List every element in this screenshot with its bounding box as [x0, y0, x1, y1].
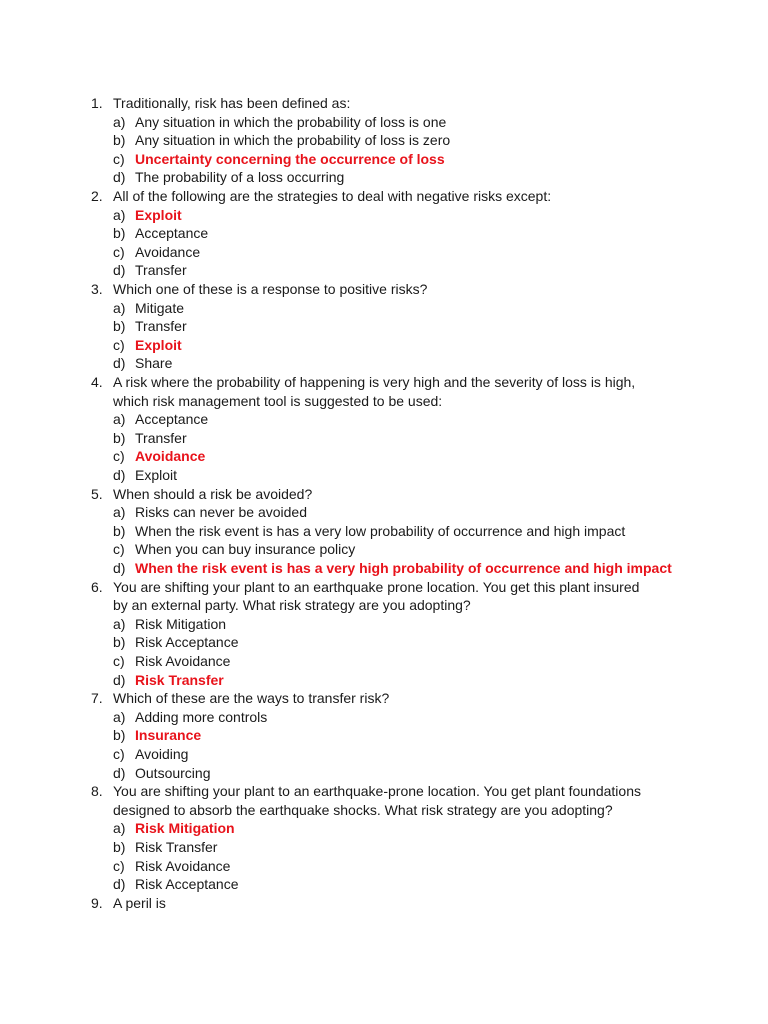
answer-option	[0, 429, 768, 448]
option-text: Exploit	[135, 206, 182, 223]
option-text: Any situation in which the probability of loss is zero	[135, 132, 451, 149]
option-text: Share	[135, 355, 173, 372]
option-letter: d)	[113, 764, 126, 781]
option-text: When the risk event is has a very high probability of occurrence and high impact	[135, 559, 672, 576]
option-letter: b)	[113, 522, 126, 539]
answer-option	[0, 243, 768, 262]
option-text: Transfer	[135, 262, 187, 279]
answer-option	[0, 503, 768, 522]
answer-option	[0, 708, 768, 727]
option-text: Insurance	[135, 727, 202, 744]
answer-option	[0, 522, 768, 541]
answer-option	[0, 764, 768, 783]
question-line	[0, 280, 768, 299]
option-letter: d)	[113, 262, 126, 279]
option-text: Risk Transfer	[135, 671, 224, 688]
option-text: Transfer	[135, 429, 187, 446]
question-text: You are shifting your plant to an earthquake prone location. You get this plant insured	[113, 578, 640, 595]
answer-option	[0, 317, 768, 336]
option-letter: a)	[113, 820, 126, 837]
option-text: Exploit	[135, 466, 178, 483]
option-letter: c)	[113, 652, 125, 669]
option-text: Risks can never be avoided	[135, 504, 307, 521]
option-letter: c)	[113, 745, 125, 762]
option-letter: c)	[113, 541, 125, 558]
question-line	[0, 373, 768, 392]
option-text: Risk Transfer	[135, 838, 218, 855]
question-item	[0, 578, 768, 690]
answer-option	[0, 838, 768, 857]
answer-option	[0, 224, 768, 243]
answer-option	[0, 131, 768, 150]
question-text: When should a risk be avoided?	[113, 485, 313, 502]
option-text: Transfer	[135, 318, 187, 335]
option-letter: b)	[113, 727, 126, 744]
option-letter: d)	[113, 355, 126, 372]
question-item	[0, 94, 768, 187]
option-text: Avoidance	[135, 448, 206, 465]
option-letter: b)	[113, 132, 126, 149]
question-number: 5.	[91, 485, 103, 502]
option-letter: d)	[113, 466, 126, 483]
question-line	[0, 94, 768, 113]
answer-option	[0, 857, 768, 876]
answer-option	[0, 261, 768, 280]
question-text: Which one of these is a response to positive risks?	[113, 281, 428, 297]
answer-option	[0, 113, 768, 132]
question-text: A risk where the probability of happening is very high and the severity of loss is high,	[113, 374, 636, 390]
answer-option	[0, 466, 768, 485]
answer-option	[0, 633, 768, 652]
question-number: 4.	[91, 374, 103, 390]
option-text: When the risk event is has a very low probability of occurrence and high impact	[135, 522, 626, 539]
question-text: You are shifting your plant to an earthquake-prone location. You get plant foundations	[113, 783, 641, 800]
option-text: The probability of a loss occurring	[135, 169, 345, 186]
option-letter: a)	[113, 615, 126, 632]
option-letter: c)	[113, 448, 125, 465]
option-letter: c)	[113, 150, 125, 167]
answer-option-correct	[0, 336, 768, 355]
option-text: Mitigate	[135, 299, 185, 316]
option-text: Risk Avoidance	[135, 652, 231, 669]
answer-option-correct	[0, 447, 768, 466]
option-letter: b)	[113, 318, 126, 335]
option-text: Risk Mitigation	[135, 820, 235, 837]
option-letter: a)	[113, 411, 126, 428]
answer-option-correct	[0, 819, 768, 838]
answer-option-correct	[0, 206, 768, 225]
question-line	[0, 596, 768, 615]
question-text: All of the following are the strategies to deal with negative risks except:	[113, 188, 552, 204]
answer-option	[0, 875, 768, 894]
answer-option-correct	[0, 559, 768, 578]
option-letter: a)	[113, 708, 126, 725]
answer-option	[0, 410, 768, 429]
option-letter: c)	[113, 243, 125, 260]
option-letter: a)	[113, 299, 126, 316]
option-text: Outsourcing	[135, 764, 211, 781]
option-text: Avoidance	[135, 243, 201, 260]
question-number: 7.	[91, 690, 103, 707]
option-text: Acceptance	[135, 411, 209, 428]
answer-option-correct	[0, 726, 768, 745]
option-letter: a)	[113, 206, 126, 223]
question-number: 2.	[91, 188, 103, 204]
option-text: Risk Mitigation	[135, 615, 227, 632]
answer-option	[0, 745, 768, 764]
option-text: Risk Avoidance	[135, 857, 231, 874]
question-item	[0, 485, 768, 578]
option-letter: b)	[113, 225, 126, 242]
question-number: 8.	[91, 783, 103, 800]
answer-option	[0, 299, 768, 318]
question-number: 6.	[91, 578, 103, 595]
question-text: Traditionally, risk has been defined as:	[113, 95, 351, 111]
question-text: by an external party. What risk strategy are you adopting?	[113, 597, 471, 614]
question-line	[0, 801, 768, 820]
answer-option	[0, 652, 768, 671]
option-text: Uncertainty concerning the occurrence of loss	[135, 150, 445, 167]
option-text: Risk Acceptance	[135, 634, 239, 651]
option-letter: a)	[113, 504, 126, 521]
answer-option-correct	[0, 150, 768, 169]
question-item	[0, 782, 768, 894]
option-letter: d)	[113, 876, 126, 893]
option-letter: d)	[113, 559, 126, 576]
question-text: which risk management tool is suggested to be used:	[113, 392, 443, 409]
answer-option-correct	[0, 671, 768, 690]
option-letter: d)	[113, 671, 126, 688]
question-item	[0, 894, 768, 913]
option-text: Adding more controls	[135, 708, 268, 725]
option-letter: b)	[113, 838, 126, 855]
question-text: Which of these are the ways to transfer risk?	[113, 690, 390, 707]
question-line	[0, 894, 768, 913]
question-line	[0, 689, 768, 708]
question-text: designed to absorb the earthquake shocks. What risk strategy are you adopting?	[113, 801, 613, 818]
question-number: 3.	[91, 281, 103, 297]
option-text: Acceptance	[135, 225, 209, 242]
question-line	[0, 187, 768, 206]
question-number: 1.	[91, 95, 103, 111]
question-item	[0, 280, 768, 373]
option-letter: b)	[113, 634, 126, 651]
question-line	[0, 578, 768, 597]
answer-option	[0, 354, 768, 373]
option-text: When you can buy insurance policy	[135, 541, 356, 558]
option-letter: a)	[113, 113, 126, 130]
option-letter: d)	[113, 169, 126, 186]
question-item	[0, 373, 768, 485]
option-letter: b)	[113, 429, 126, 446]
question-line	[0, 392, 768, 411]
option-text: Any situation in which the probability of loss is one	[135, 113, 447, 130]
answer-option	[0, 615, 768, 634]
answer-option	[0, 540, 768, 559]
question-number: 9.	[91, 894, 103, 911]
question-item	[0, 187, 768, 280]
option-letter: c)	[113, 336, 125, 353]
question-text: A peril is	[113, 894, 166, 911]
answer-option	[0, 168, 768, 187]
option-letter: c)	[113, 857, 125, 874]
question-line	[0, 485, 768, 504]
question-line	[0, 782, 768, 801]
question-item	[0, 689, 768, 782]
option-text: Avoiding	[135, 745, 189, 762]
option-text: Exploit	[135, 336, 182, 353]
option-text: Risk Acceptance	[135, 876, 239, 893]
